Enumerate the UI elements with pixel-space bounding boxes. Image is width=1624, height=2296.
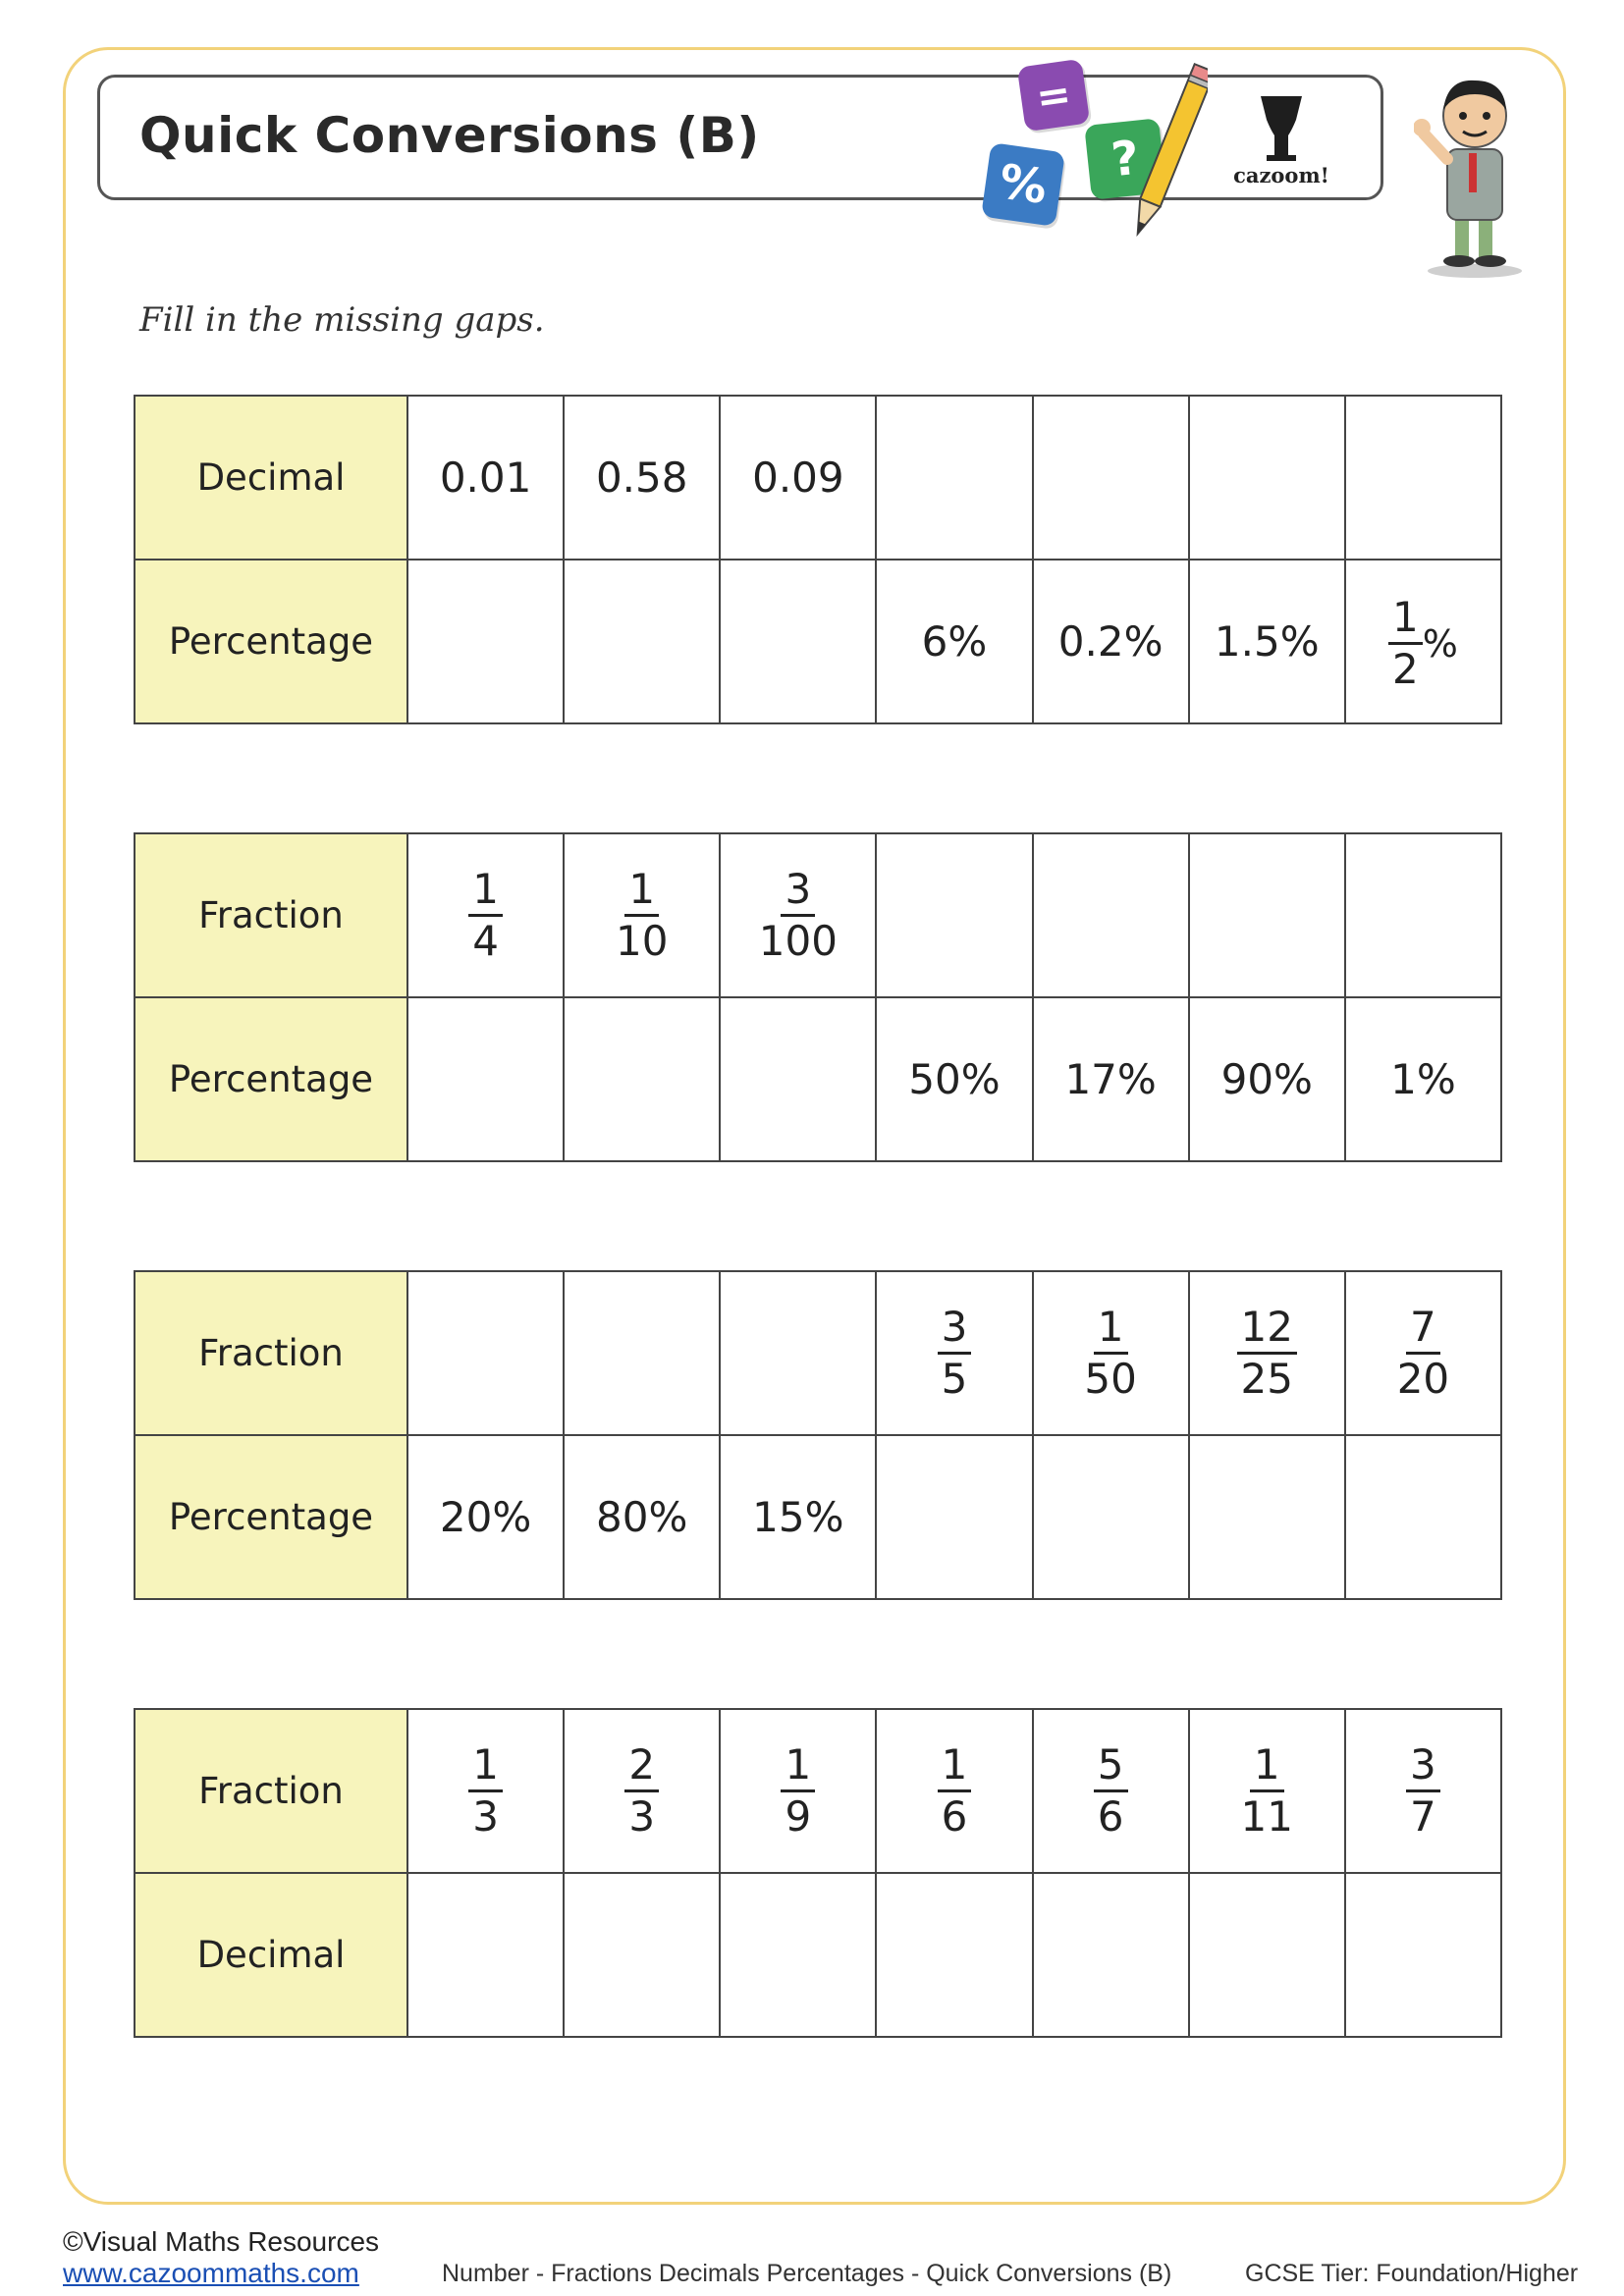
answer-cell[interactable] bbox=[564, 1873, 720, 2037]
page-title: Quick Conversions (B) bbox=[139, 107, 760, 164]
table-row bbox=[135, 1873, 1501, 2037]
fraction-numerator: 3 bbox=[1406, 1744, 1440, 1792]
answer-cell[interactable] bbox=[1033, 396, 1189, 560]
fraction-numerator: 1 bbox=[468, 869, 503, 917]
answer-cell[interactable] bbox=[1345, 1873, 1501, 2037]
value-cell bbox=[564, 833, 720, 997]
fraction-denominator: 10 bbox=[615, 917, 669, 965]
value-cell: 0.2% bbox=[1033, 560, 1189, 723]
maths-icons bbox=[972, 57, 1227, 243]
fraction bbox=[755, 865, 841, 965]
fraction-denominator: 11 bbox=[1240, 1792, 1293, 1841]
fraction-numerator: 7 bbox=[1406, 1307, 1440, 1355]
fraction-denominator: 4 bbox=[472, 917, 499, 965]
fraction bbox=[938, 1303, 972, 1403]
row-label: Decimal bbox=[135, 396, 407, 560]
fraction-numerator: 1 bbox=[781, 1744, 815, 1792]
answer-cell[interactable] bbox=[1189, 833, 1345, 997]
table-row bbox=[135, 560, 1501, 723]
equals-icon: = bbox=[1017, 59, 1091, 133]
conversion-table bbox=[134, 395, 1502, 724]
row-label: Percentage bbox=[135, 1435, 407, 1599]
percent-sign: % bbox=[1422, 621, 1458, 666]
fraction bbox=[1237, 1303, 1297, 1403]
fraction bbox=[468, 865, 503, 965]
answer-cell[interactable] bbox=[1189, 396, 1345, 560]
value-cell bbox=[1189, 1271, 1345, 1435]
value-cell bbox=[1345, 560, 1501, 723]
character-icon bbox=[1414, 65, 1542, 281]
fraction-denominator: 2 bbox=[1392, 645, 1419, 693]
fraction-numerator: 1 bbox=[938, 1744, 972, 1792]
value-cell bbox=[1345, 1709, 1501, 1873]
footer-tier: GCSE Tier: Foundation/Higher bbox=[1245, 2260, 1579, 2287]
conversion-table bbox=[134, 1270, 1502, 1600]
fraction bbox=[624, 1740, 659, 1841]
value-cell: 6% bbox=[876, 560, 1032, 723]
value-cell: 15% bbox=[720, 1435, 876, 1599]
row-label: Decimal bbox=[135, 1873, 407, 2037]
row-label: Fraction bbox=[135, 1709, 407, 1873]
fraction bbox=[938, 1740, 972, 1841]
fraction bbox=[468, 1740, 503, 1841]
answer-cell[interactable] bbox=[407, 560, 564, 723]
answer-cell[interactable] bbox=[1345, 396, 1501, 560]
fraction-denominator: 9 bbox=[785, 1792, 812, 1841]
answer-cell[interactable] bbox=[720, 560, 876, 723]
fraction bbox=[1388, 593, 1423, 693]
footer-credits bbox=[63, 2226, 379, 2289]
answer-cell[interactable] bbox=[407, 1873, 564, 2037]
fraction-denominator: 3 bbox=[628, 1792, 656, 1841]
value-cell: 1% bbox=[1345, 997, 1501, 1161]
table-row bbox=[135, 1709, 1501, 1873]
answer-cell[interactable] bbox=[1189, 1873, 1345, 2037]
value-cell: 0.01 bbox=[407, 396, 564, 560]
value-cell bbox=[1189, 1709, 1345, 1873]
answer-cell[interactable] bbox=[564, 1271, 720, 1435]
table-row bbox=[135, 1435, 1501, 1599]
percent-icon: % bbox=[981, 142, 1065, 227]
row-label: Fraction bbox=[135, 1271, 407, 1435]
fraction-numerator: 1 bbox=[1094, 1307, 1128, 1355]
fraction-denominator: 100 bbox=[758, 917, 838, 965]
answer-cell[interactable] bbox=[1033, 1435, 1189, 1599]
conversion-table bbox=[134, 832, 1502, 1162]
cazoom-logo-text: cazoom! bbox=[1233, 163, 1329, 187]
value-cell bbox=[564, 1709, 720, 1873]
cazoom-mark-icon bbox=[1227, 90, 1335, 169]
answer-cell[interactable] bbox=[1345, 1435, 1501, 1599]
answer-cell[interactable] bbox=[720, 1873, 876, 2037]
fraction bbox=[1406, 1740, 1440, 1841]
fraction bbox=[1080, 1303, 1140, 1403]
pencil-icon bbox=[1129, 57, 1208, 253]
cazoom-logo-icon bbox=[1227, 90, 1335, 188]
fraction-denominator: 25 bbox=[1240, 1355, 1293, 1403]
value-cell: 20% bbox=[407, 1435, 564, 1599]
fraction-numerator: 3 bbox=[781, 869, 815, 917]
fraction-numerator: 5 bbox=[1094, 1744, 1128, 1792]
value-cell bbox=[1033, 1271, 1189, 1435]
table-row bbox=[135, 396, 1501, 560]
answer-cell[interactable] bbox=[564, 997, 720, 1161]
fraction-numerator: 12 bbox=[1237, 1307, 1297, 1355]
fraction-denominator: 7 bbox=[1410, 1792, 1436, 1841]
answer-cell[interactable] bbox=[1345, 833, 1501, 997]
answer-cell[interactable] bbox=[1033, 1873, 1189, 2037]
table-row bbox=[135, 997, 1501, 1161]
fraction-denominator: 3 bbox=[472, 1792, 499, 1841]
fraction-numerator: 1 bbox=[1250, 1744, 1284, 1792]
value-cell bbox=[1033, 1709, 1189, 1873]
value-cell bbox=[876, 1709, 1032, 1873]
answer-cell[interactable] bbox=[876, 1873, 1032, 2037]
value-cell bbox=[720, 1709, 876, 1873]
question-icon: ? bbox=[1084, 118, 1166, 200]
answer-cell[interactable] bbox=[564, 560, 720, 723]
value-cell: 80% bbox=[564, 1435, 720, 1599]
value-cell: 90% bbox=[1189, 997, 1345, 1161]
instructions: Fill in the missing gaps. bbox=[139, 300, 545, 340]
fraction-numerator: 3 bbox=[938, 1307, 972, 1355]
answer-cell[interactable] bbox=[407, 997, 564, 1161]
fraction-denominator: 20 bbox=[1396, 1355, 1450, 1403]
value-cell bbox=[407, 1709, 564, 1873]
value-cell: 17% bbox=[1033, 997, 1189, 1161]
answer-cell[interactable] bbox=[720, 1271, 876, 1435]
value-cell: 50% bbox=[876, 997, 1032, 1161]
fraction-numerator: 1 bbox=[1388, 597, 1423, 645]
footer-topic: Number - Fractions Decimals Percentages - Quick Conversions (B) bbox=[442, 2260, 1172, 2287]
answer-cell[interactable] bbox=[876, 396, 1032, 560]
value-cell: 0.58 bbox=[564, 396, 720, 560]
answer-cell[interactable] bbox=[720, 997, 876, 1161]
table-row bbox=[135, 833, 1501, 997]
fraction bbox=[1094, 1740, 1128, 1841]
fraction-denominator: 50 bbox=[1084, 1355, 1137, 1403]
fraction bbox=[1237, 1740, 1297, 1841]
row-label: Fraction bbox=[135, 833, 407, 997]
value-cell bbox=[407, 833, 564, 997]
value-cell bbox=[876, 1271, 1032, 1435]
fraction-denominator: 6 bbox=[941, 1792, 968, 1841]
fraction bbox=[612, 865, 672, 965]
fraction-denominator: 5 bbox=[941, 1355, 968, 1403]
table-row bbox=[135, 1271, 1501, 1435]
conversion-table bbox=[134, 1708, 1502, 2038]
fraction-numerator: 1 bbox=[468, 1744, 503, 1792]
value-cell: 1.5% bbox=[1189, 560, 1345, 723]
value-cell bbox=[1345, 1271, 1501, 1435]
website-link[interactable]: www.cazoommaths.com bbox=[63, 2258, 359, 2289]
value-cell: 0.09 bbox=[720, 396, 876, 560]
row-label: Percentage bbox=[135, 997, 407, 1161]
answer-cell[interactable] bbox=[407, 1271, 564, 1435]
answer-cell[interactable] bbox=[876, 833, 1032, 997]
answer-cell[interactable] bbox=[876, 1435, 1032, 1599]
copyright-text: ©Visual Maths Resources bbox=[63, 2226, 380, 2257]
row-label: Percentage bbox=[135, 560, 407, 723]
fraction-denominator: 6 bbox=[1097, 1792, 1124, 1841]
fraction-numerator: 1 bbox=[624, 869, 659, 917]
answer-cell[interactable] bbox=[1033, 833, 1189, 997]
value-cell bbox=[720, 833, 876, 997]
answer-cell[interactable] bbox=[1189, 1435, 1345, 1599]
fraction bbox=[1393, 1303, 1453, 1403]
fraction bbox=[781, 1740, 815, 1841]
fraction-numerator: 2 bbox=[624, 1744, 659, 1792]
